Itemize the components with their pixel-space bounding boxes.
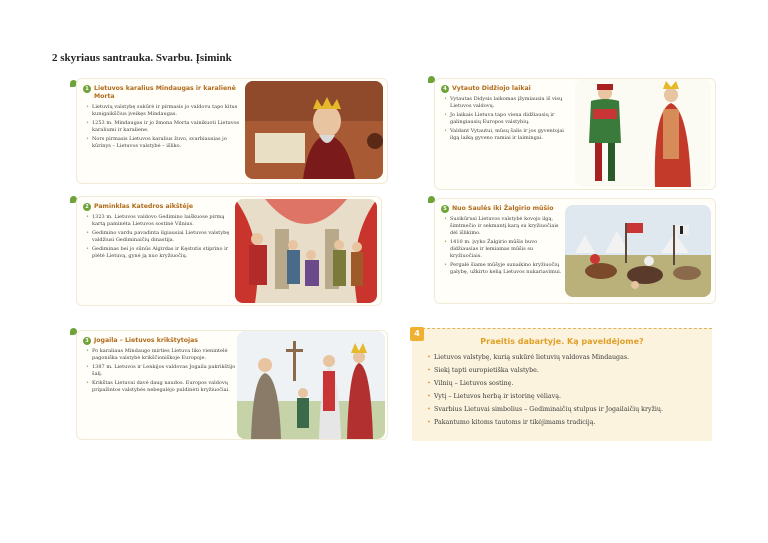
bullet-item: • Gediminas bei jo sūnūs Algirdas ir Kęstutis stiprino ir plėtė Lietuvą, gynė ją nuo kryžiuočių. <box>92 246 235 260</box>
section-card-1 <box>76 78 388 184</box>
bullet-item: • Vytautas Didysis laikomas įžymiausiu iš visų Lietuvos valdovų. <box>450 96 573 110</box>
section-card-2 <box>76 196 382 306</box>
section-card-3 <box>76 330 388 440</box>
king-mindaugas-illustration <box>245 81 383 179</box>
bullet-item: • Jo laikais Lietuva tapo viena didžiausių ir galingiausių Europos valstybių. <box>450 112 573 126</box>
summary-item: • Pakantumo kitoms tautoms ir tikėjimams tradiciją. <box>434 416 663 429</box>
section-title: Paminklas Katedros aikštėje <box>94 203 194 210</box>
bullet-item: • Po karaliaus Mindaugo mirties Lietuva liko vienintelė pagoniška valstybė krikščioniškoje Europoje. <box>92 348 241 362</box>
bullet-item: • Krikštas Lietuvai davė daug naudos. Europos valdovų pripažintos valstybės nebegalėjo puldinėti kryžiuočiai. <box>92 380 241 394</box>
summary-item: • Lietuvos valstybę, kurią sukūrė lietuvių valdovas Mindaugas. <box>434 351 663 364</box>
bullet-item: • Gedimino vardu pavadinta ilgiausiai Lietuvos valstybę valdžiusi Gediminaičių dinastija. <box>92 230 235 244</box>
summary-box <box>412 328 712 441</box>
section-title: Lietuvos karalius Mindaugas ir karalienė Morta <box>94 85 236 100</box>
summary-item: • Vytį – Lietuvos herbą ir istorinę vėliavą. <box>434 390 663 403</box>
summary-item: • Vilnių – Lietuvos sostinę. <box>434 377 663 390</box>
vytautas-illustration <box>575 79 711 187</box>
gediminas-court-illustration <box>235 199 377 303</box>
section-number: 4 <box>441 85 449 93</box>
bullet-item: • 1323 m. Lietuvos valdovo Gedimino laiškuose pirmą kartą paminėta Lietuvos sostinė Vilnius. <box>92 214 235 228</box>
section-card-5 <box>434 198 716 304</box>
bullet-item: • Lietuvių valstybę sukūrė ir pirmasis jo valdovu tapo kitus kunigaikščius įveikęs Mindaugas. <box>92 104 243 118</box>
summary-item: • Siekį tapti europietiška valstybe. <box>434 364 663 377</box>
section-title: Jogaila – Lietuvos krikštytojas <box>94 337 198 344</box>
bullet-item: • 1253 m. Mindaugas ir jo žmona Morta vainikuoti Lietuvos karaliumi ir karaliene. <box>92 120 243 134</box>
bullet-item: • Valdant Vytautui, mūsų šalis ir jos gyventojai ilgą laiką gyveno ramiai ir laimingai. <box>450 128 573 142</box>
summary-item: • Svarbius Lietuvai simbolius – Gediminaičių stulpus ir Jogailaičių kryžių. <box>434 403 663 416</box>
section-title: Vytauto Didžiojo laikai <box>452 85 531 92</box>
page-title: 2 skyriaus santrauka. Svarbu. Įsimink <box>52 52 232 64</box>
bullet-item: • Pergalė šiame mūšyje sunaikino kryžiuočių galybę, užkirto kelią Lietuvos nukariavimui. <box>450 262 565 276</box>
section-number: 3 <box>83 337 91 345</box>
section-title: Nuo Saulės iki Žalgirio mūšio <box>452 205 554 212</box>
bullet-item: • 1410 m. įvyko Žalgirio mūšis buvo didžiausias ir lemiamas mūšis su kryžiuočiais. <box>450 239 565 260</box>
summary-badge: 4 <box>410 327 424 341</box>
section-number: 5 <box>441 205 449 213</box>
section-number: 1 <box>83 85 91 93</box>
bullet-item: • 1387 m. Lietuvos ir Lenkijos valdovas Jogaila pakrikštijo šalį. <box>92 364 241 378</box>
zalgiris-battle-illustration <box>565 205 711 297</box>
section-card-4 <box>434 78 716 190</box>
bullet-item: • Nors pirmasis Lietuvos karalius žuvo, svarbiausias jo kūrinys – Lietuvos valstybė – išliko. <box>92 136 243 150</box>
jogaila-baptism-illustration <box>237 331 385 439</box>
section-number: 2 <box>83 203 91 211</box>
summary-title: Praeitis dabartyje. Ką paveldėjome? <box>480 337 644 346</box>
bullet-item: • Susikūrusi Lietuvos valstybė kovojo ilgą, šimtmečio ir sekmantį karą su kryžiuočiais dėl išlikimo. <box>450 216 565 237</box>
